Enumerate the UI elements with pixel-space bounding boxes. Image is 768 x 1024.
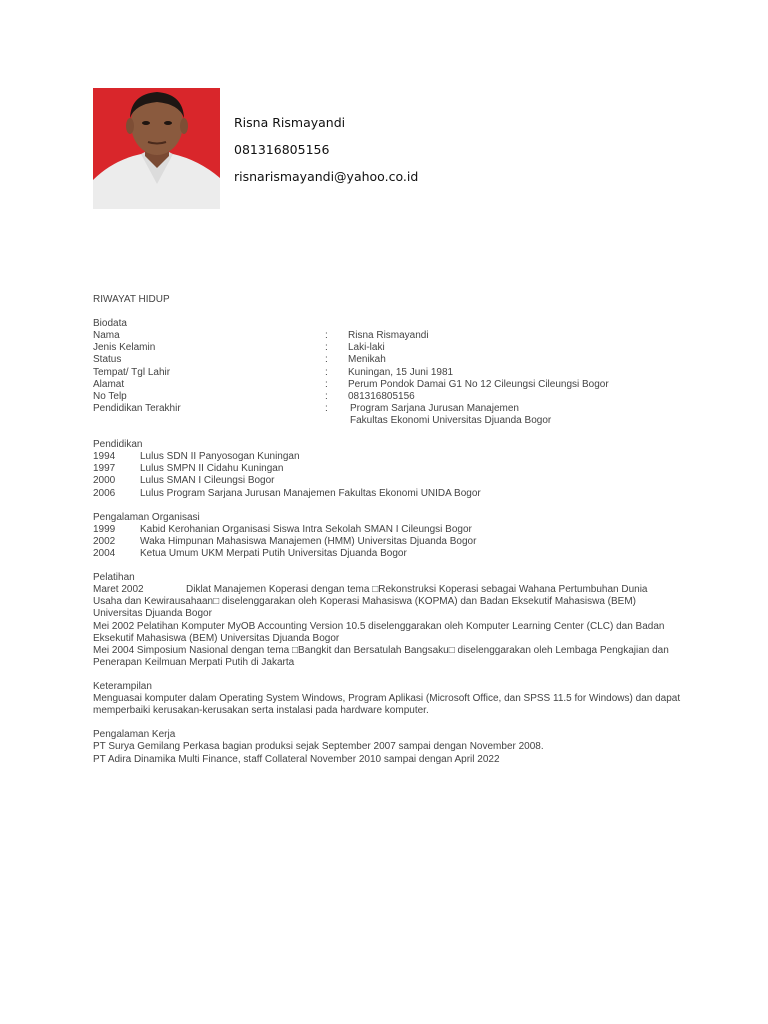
organisasi-year: 2002 <box>93 535 116 547</box>
organisasi-text: Kabid Kerohanian Organisasi Siswa Intra Sekolah SMAN I Cileungsi Bogor <box>140 523 472 535</box>
biodata-value: Kuningan, 15 Juni 1981 <box>348 366 454 378</box>
header-name: Risna Rismayandi <box>234 115 346 130</box>
biodata-label: Tempat/ Tgl Lahir <box>93 366 171 378</box>
pendidikan-text: Lulus SMPN II Cidahu Kuningan <box>140 463 284 475</box>
pendidikan-text: Lulus SMAN I Cileungsi Bogor <box>140 475 275 487</box>
kerja-item: PT Adira Dinamika Multi Finance, staff Collateral November 2010 sampai dengan April 2022 <box>93 753 500 765</box>
biodata-label: Status <box>93 354 122 366</box>
biodata-colon: : <box>325 354 328 366</box>
organisasi-year: 2004 <box>93 547 116 559</box>
biodata-row <box>93 354 683 366</box>
biodata-row <box>93 330 683 342</box>
biodata-label: Nama <box>93 330 120 342</box>
organisasi-item <box>93 548 683 560</box>
kerja-item: PT Surya Gemilang Perkasa bagian produksi sejak September 2007 sampai dengan November 2008. <box>93 741 544 753</box>
biodata-colon: : <box>325 330 328 342</box>
kerja-heading: Pengalaman Kerja <box>93 729 176 741</box>
biodata-row <box>93 367 683 379</box>
biodata-colon: : <box>325 342 328 354</box>
pelatihan-item-2: Mei 2002 Pelatihan Komputer MyOB Accounting Version 10.5 diselenggarakan oleh Komputer Learning Center (CLC) dan Badan Eksekutif Mahasiswa (BEM) Universitas Djuanda Bogor <box>93 620 665 644</box>
biodata-colon: : <box>325 378 328 390</box>
header-email: risnarismayandi@yahoo.co.id <box>234 169 419 184</box>
organisasi-text: Waka Himpunan Mahasiswa Manajemen (HMM) Universitas Djuanda Bogor <box>140 535 477 547</box>
biodata-colon: : <box>325 402 328 414</box>
pendidikan-item <box>93 463 683 475</box>
pelatihan-date: Maret 2002 <box>93 584 144 596</box>
biodata-colon: : <box>325 390 328 402</box>
pelatihan-item-1-rest: Usaha dan Kewirausahaan□ diselenggarakan oleh Koperasi Mahasiswa (KOPMA) dan Badan Eksekutif Mahasiswa (BEM) Universitas Djuanda Bogor <box>93 596 636 620</box>
organisasi-heading: Pengalaman Organisasi <box>93 511 200 523</box>
cv-body <box>93 294 683 766</box>
pendidikan-text: Lulus Program Sarjana Jurusan Manajemen Fakultas Ekonomi UNIDA Bogor <box>140 487 481 499</box>
biodata-colon: : <box>325 366 328 378</box>
header-phone: 081316805156 <box>234 142 330 157</box>
biodata-row <box>93 403 683 415</box>
profile-photo <box>93 88 220 209</box>
organisasi-item <box>93 524 683 536</box>
organisasi-text: Ketua Umum UKM Merpati Putih Universitas Djuanda Bogor <box>140 547 407 559</box>
pelatihan-heading: Pelatihan <box>93 572 135 584</box>
biodata-value: Laki-laki <box>348 342 385 354</box>
biodata-value: Program Sarjana Jurusan Manajemen <box>350 402 519 414</box>
pendidikan-heading: Pendidikan <box>93 439 143 451</box>
doc-title: RIWAYAT HIDUP <box>93 294 170 305</box>
biodata-label: No Telp <box>93 390 127 402</box>
pendidikan-year: 1997 <box>93 463 116 475</box>
pendidikan-year: 2006 <box>93 487 116 499</box>
biodata-label: Alamat <box>93 378 125 390</box>
keterampilan-text: Menguasai komputer dalam Operating System Windows, Program Aplikasi (Microsoft Office, dan SPSS 11.5 for Windows) dan dapat memperbaiki kerusakan-kerusakan serta instalasi pada hardware komputer. <box>93 693 681 717</box>
organisasi-item <box>93 536 683 548</box>
keterampilan-heading: Keterampilan <box>93 681 152 692</box>
biodata-value: Perum Pondok Damai G1 No 12 Cileungsi Cileungsi Bogor <box>348 378 609 390</box>
pendidikan-year: 2000 <box>93 475 116 487</box>
pendidikan-item <box>93 451 683 463</box>
biodata-row <box>93 342 683 354</box>
biodata-value: Menikah <box>348 354 386 366</box>
header-contact <box>234 115 418 196</box>
biodata-education-line2: Fakultas Ekonomi Universitas Djuanda Bogor <box>350 414 552 426</box>
biodata-label: Jenis Kelamin <box>93 342 156 354</box>
biodata-value: 081316805156 <box>348 390 415 402</box>
pelatihan-item-1-line1 <box>93 584 683 596</box>
biodata-value: Risna Rismayandi <box>348 330 429 342</box>
profile-photo-image <box>93 88 220 209</box>
pendidikan-text: Lulus SDN II Panyosogan Kuningan <box>140 451 300 463</box>
biodata-heading: Biodata <box>93 318 127 330</box>
pendidikan-item <box>93 488 683 500</box>
pendidikan-item <box>93 475 683 487</box>
pelatihan-text: Diklat Manajemen Koperasi dengan tema □Rekonstruksi Koperasi sebagai Wahana Pertumbuhan Dunia <box>186 584 648 596</box>
biodata-row <box>93 379 683 391</box>
biodata-row <box>93 391 683 403</box>
organisasi-year: 1999 <box>93 523 116 535</box>
biodata-label: Pendidikan Terakhir <box>93 402 181 414</box>
pendidikan-year: 1994 <box>93 451 116 463</box>
pelatihan-item-3: Mei 2004 Simposium Nasional dengan tema □Bangkit dan Bersatulah Bangsaku□ diselenggarakan oleh Lembaga Pengkajian dan Penerapan Keilmuan Merpati Putih di Jakarta <box>93 644 669 668</box>
